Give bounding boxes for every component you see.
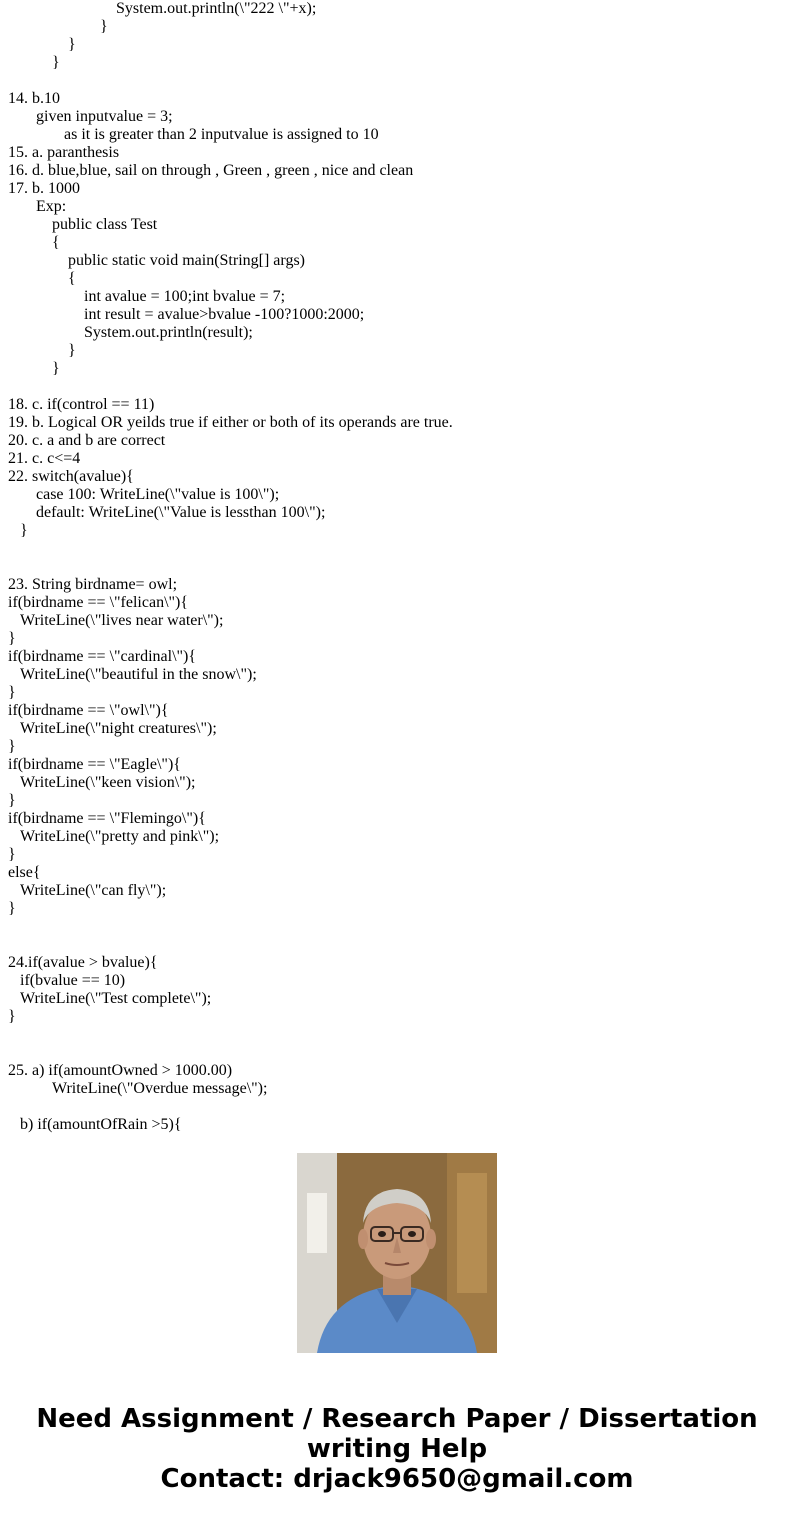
footer-contact: Contact: drjack9650@gmail.com [160, 1464, 634, 1494]
document-line: b) if(amountOfRain >5){ [20, 1116, 182, 1133]
document-line: 25. a) if(amountOwned > 1000.00) [8, 1062, 233, 1079]
document-line: int avalue = 100;int bvalue = 7; [84, 288, 286, 305]
person-photo-icon [297, 1153, 497, 1353]
document-line: { [68, 270, 76, 287]
document-line: Exp: [36, 198, 67, 215]
document-line: } [8, 900, 16, 917]
document-line: 23. String birdname= owl; [8, 576, 178, 593]
document-line: 20. c. a and b are correct [8, 432, 166, 449]
document-line: } [8, 684, 16, 701]
document-line: } [8, 846, 16, 863]
document-line: } [52, 54, 60, 71]
document-line: } [8, 792, 16, 809]
document-line: default: WriteLine(\"Value is lessthan 100\"); [36, 504, 326, 521]
document-line: if(birdname == \"Eagle\"){ [8, 756, 181, 773]
document-line: { [52, 234, 60, 251]
document-line: if(birdname == \"cardinal\"){ [8, 648, 197, 665]
document-line: public class Test [52, 216, 158, 233]
document-line: System.out.println(\"222 \"+x); [116, 0, 317, 17]
document-line: public static void main(String[] args) [68, 252, 305, 269]
document-line: WriteLine(\"Overdue message\"); [52, 1080, 268, 1097]
document-line: } [100, 18, 108, 35]
document-line: WriteLine(\"night creatures\"); [20, 720, 217, 737]
document-line: else{ [8, 864, 41, 881]
document-line: if(birdname == \"owl\"){ [8, 702, 169, 719]
document-line: } [8, 630, 16, 647]
document-line: 24.if(avalue > bvalue){ [8, 954, 158, 971]
document-line: 14. b.10 [8, 90, 60, 107]
document-line: WriteLine(\"lives near water\"); [20, 612, 224, 629]
document-line: given inputvalue = 3; [36, 108, 173, 125]
document-line: 16. d. blue,blue, sail on through , Green , green , nice and clean [8, 162, 414, 179]
document-line: as it is greater than 2 inputvalue is assigned to 10 [64, 126, 379, 143]
document-line: System.out.println(result); [84, 324, 253, 341]
document-line: WriteLine(\"pretty and pink\"); [20, 828, 220, 845]
document-line: WriteLine(\"Test complete\"); [20, 990, 212, 1007]
document-line: 18. c. if(control == 11) [8, 396, 155, 413]
document-line: } [68, 36, 76, 53]
document-line: WriteLine(\"beautiful in the snow\"); [20, 666, 257, 683]
document-line: case 100: WriteLine(\"value is 100\"); [36, 486, 280, 503]
footer-line-2: writing Help [306, 1434, 488, 1464]
document-line: } [20, 522, 28, 539]
document-line: 22. switch(avalue){ [8, 468, 134, 485]
document-line: 15. a. paranthesis [8, 144, 120, 161]
document-line: WriteLine(\"keen vision\"); [20, 774, 196, 791]
document-line: if(bvalue == 10) [20, 972, 126, 989]
document-line: 19. b. Logical OR yeilds true if either or both of its operands are true. [8, 414, 453, 431]
document-line: } [8, 1008, 16, 1025]
document-line: int result = avalue>bvalue -100?1000:2000; [84, 306, 365, 323]
document-line: 21. c. c<=4 [8, 450, 81, 467]
document-line: if(birdname == \"felican\"){ [8, 594, 189, 611]
document-line: } [52, 360, 60, 377]
document-line: } [8, 738, 16, 755]
footer-line-1: Need Assignment / Research Paper / Dissertation [36, 1404, 758, 1434]
document-line: if(birdname == \"Flemingo\"){ [8, 810, 206, 827]
author-avatar [297, 1153, 497, 1353]
document-line: WriteLine(\"can fly\"); [20, 882, 167, 899]
document-line: 17. b. 1000 [8, 180, 80, 197]
document-line: } [68, 342, 76, 359]
footer-banner [0, 1404, 794, 1494]
